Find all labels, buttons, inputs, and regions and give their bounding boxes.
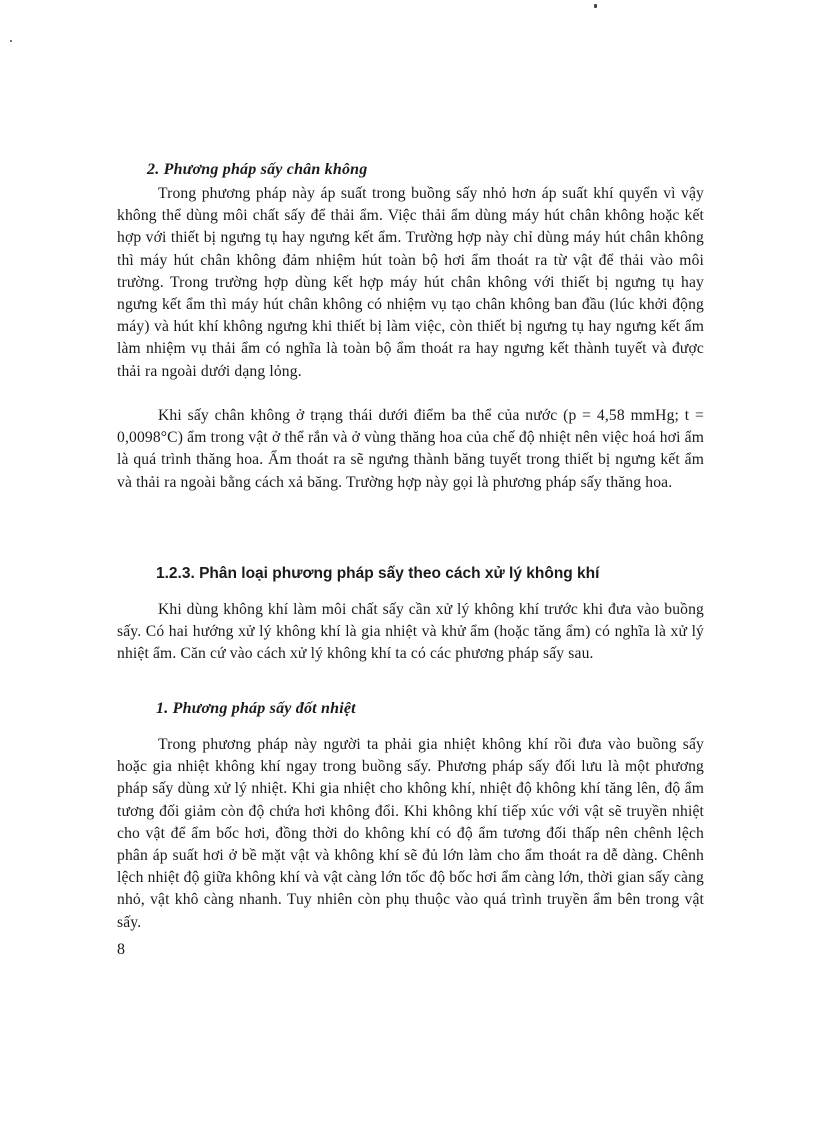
paragraph-heating-drying: Trong phương pháp này người ta phải gia nhiệt không khí rồi đưa vào buồng sấy hoặc gia nhiệt không khí ngay trong buồng sấy. Phương pháp sấy đối lưu là một phương pháp sấy dùng xử lý nhiệt. Khi gia nhiệt cho không khí, nhiệt độ không khí tăng lên, độ ẩm tương đối giảm còn độ chứa hơi không đổi. Khi không khí tiếp xúc với vật sẽ truyền nhiệt cho vật để ẩm bốc hơi, đồng thời do không khí có độ ẩm tương đối thấp nên chênh lệch phân áp suất hơi ở bề mặt vật và không khí sẽ đủ lớn làm cho ẩm thoát ra dễ dàng. Chênh lệch nhiệt độ giữa không khí và vật càng lớn tốc độ bốc hơi ẩm càng lớn, thời gian sấy càng nhỏ, vật khô càng nhanh. Tuy nhiên còn phụ thuộc vào quá trình truyền ẩm bên trong vật sấy.: [117, 736, 704, 931]
section-heading-1-2-3: 1.2.3. Phân loại phương pháp sấy theo cách xử lý không khí: [156, 565, 600, 582]
scan-speck: [594, 4, 597, 8]
paragraph-vacuum-drying-2: Khi sấy chân không ở trạng thái dưới điểm ba thể của nước (p = 4,58 mmHg; t = 0,0098°C) ẩm trong vật ở thể rắn và ở vùng thăng hoa của chế độ nhiệt nên việc hoá hơi ẩm là quá trình thăng hoa. Ẩm thoát ra sẽ ngưng thành băng tuyết trong thiết bị ngưng kết ẩm và thải ra ngoài bằng cách xả băng. Trường hợp này gọi là phương pháp sấy thăng hoa.: [117, 407, 704, 491]
section-heading-heating-drying: 1. Phương pháp sấy đốt nhiệt: [156, 700, 356, 717]
page-number: 8: [117, 941, 125, 958]
scan-speck: [10, 40, 12, 42]
paragraph-vacuum-drying-1: Trong phương pháp này áp suất trong buồng sấy nhỏ hơn áp suất khí quyển vì vậy không thể dùng môi chất sấy để thải ẩm. Việc thải ẩm dùng máy hút chân không hoặc kết hợp với thiết bị ngưng tụ hay ngưng kết ẩm. Trường hợp này chỉ dùng máy hút chân không thì máy hút chân không đảm nhiệm hút toàn bộ hơi ẩm thoát ra từ vật để thải vào môi trường. Trong trường hợp dùng kết hợp máy hút chân không với thiết bị ngưng tụ hay ngưng kết ẩm thì máy hút chân không có nhiệm vụ tạo chân không ban đầu (lúc khởi động máy) và hút khí không ngưng khi thiết bị làm việc, còn thiết bị ngưng tụ hay ngưng kết ẩm làm nhiệm vụ thải ẩm có nghĩa là toàn bộ ẩm thoát ra hay ngưng kết thành tuyết và được thải ra ngoài dưới dạng lỏng.: [117, 185, 704, 380]
paragraph-air-treatment: Khi dùng không khí làm môi chất sấy cần xử lý không khí trước khi đưa vào buồng sấy. Có hai hướng xử lý không khí là gia nhiệt và khử ẩm (hoặc tăng ẩm) có nghĩa là xử lý nhiệt ẩm. Căn cứ vào cách xử lý không khí ta có các phương pháp sấy sau.: [117, 601, 704, 663]
section-heading-vacuum-drying: 2. Phương pháp sấy chân không: [147, 161, 368, 178]
